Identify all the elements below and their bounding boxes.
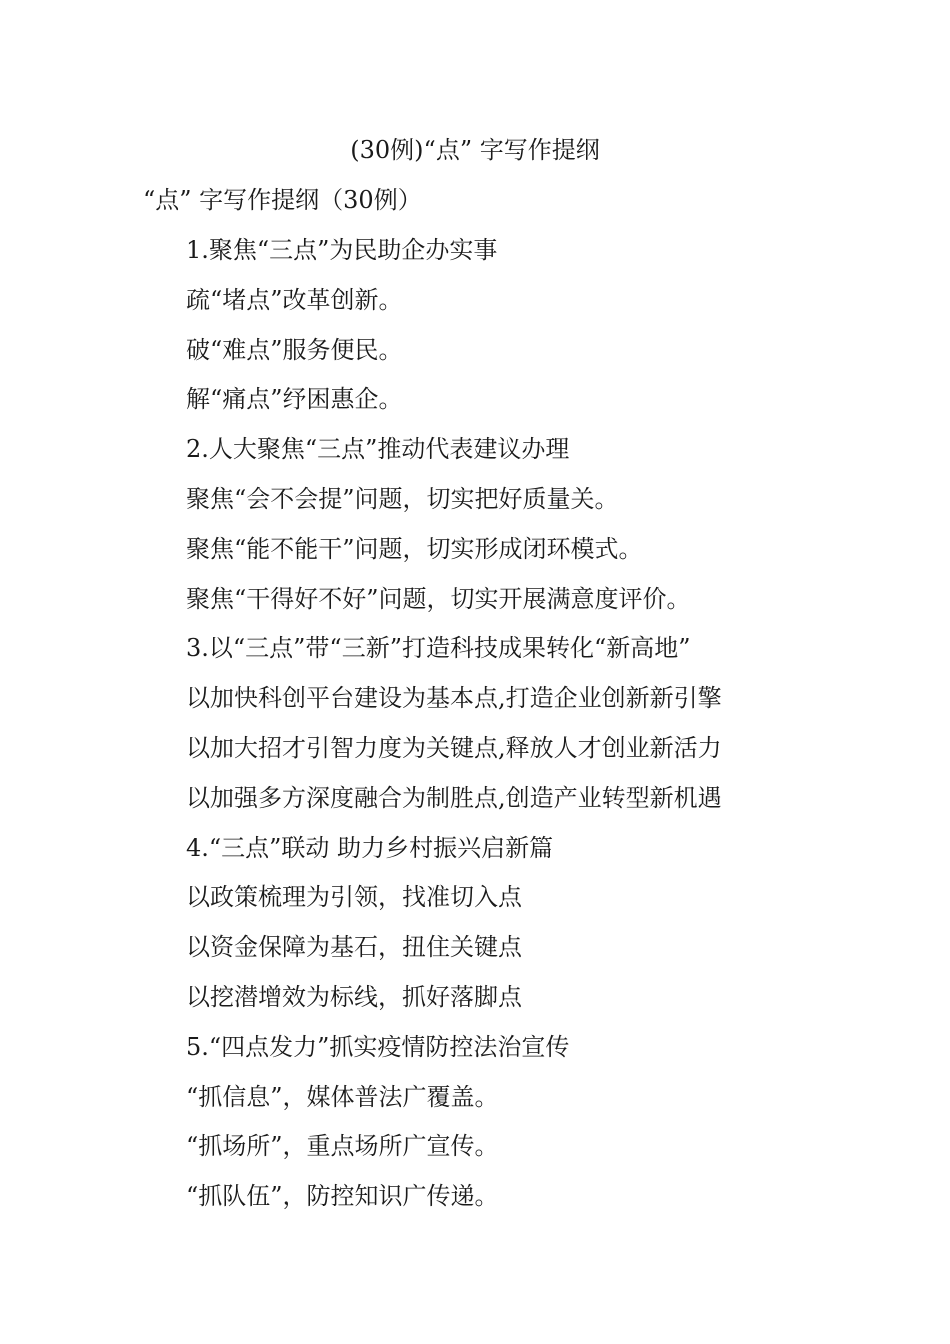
heading-3: 3.以“三点”带“三新”打造科技成果转化“新高地” (186, 634, 691, 663)
text-line: “抓信息”，媒体普法广覆盖。 (186, 1082, 499, 1111)
text-line: 以加大招才引智力度为关键点,释放人才创业新活力 (186, 733, 722, 762)
text-line: 以政策梳理为引领，找准切入点 (186, 883, 522, 912)
heading-4: 4.“三点”联动 助力乡村振兴启新篇 (186, 833, 554, 862)
text-line: 以挖潜增效为标线，抓好落脚点 (186, 982, 522, 1011)
heading-5: 5.“四点发力”抓实疫情防控法治宣传 (186, 1032, 570, 1061)
text-line: 以资金保障为基石，扭住关键点 (186, 933, 522, 962)
text-line: 以加快科创平台建设为基本点,打造企业创新新引擎 (186, 684, 722, 713)
text-line: “抓队伍”，防控知识广传递。 (186, 1182, 499, 1211)
text-line: “抓场所”，重点场所广宣传。 (186, 1132, 499, 1161)
document-subtitle: “点” 字写作提纲（30例） (143, 186, 422, 214)
document-body (186, 230, 926, 1226)
text-line: 破“难点”服务便民。 (186, 335, 403, 364)
heading-2: 2.人大聚焦“三点”推动代表建议办理 (186, 435, 570, 464)
text-line: 解“痛点”纾困惠企。 (186, 385, 403, 414)
text-line: 疏“堵点”改革创新。 (186, 285, 403, 314)
text-line: 以加强多方深度融合为制胜点,创造产业转型新机遇 (186, 783, 722, 812)
heading-1: 1.聚焦“三点”为民助企办实事 (186, 236, 498, 264)
text-line: 聚焦“能不能干”问题，切实形成闭环模式。 (186, 534, 643, 563)
document-title: (30例)“点” 字写作提纲 (350, 136, 600, 164)
text-line: 聚焦“会不会提”问题，切实把好质量关。 (186, 484, 619, 513)
text-line: 聚焦“干得好不好”问题，切实开展满意度评价。 (186, 584, 691, 613)
